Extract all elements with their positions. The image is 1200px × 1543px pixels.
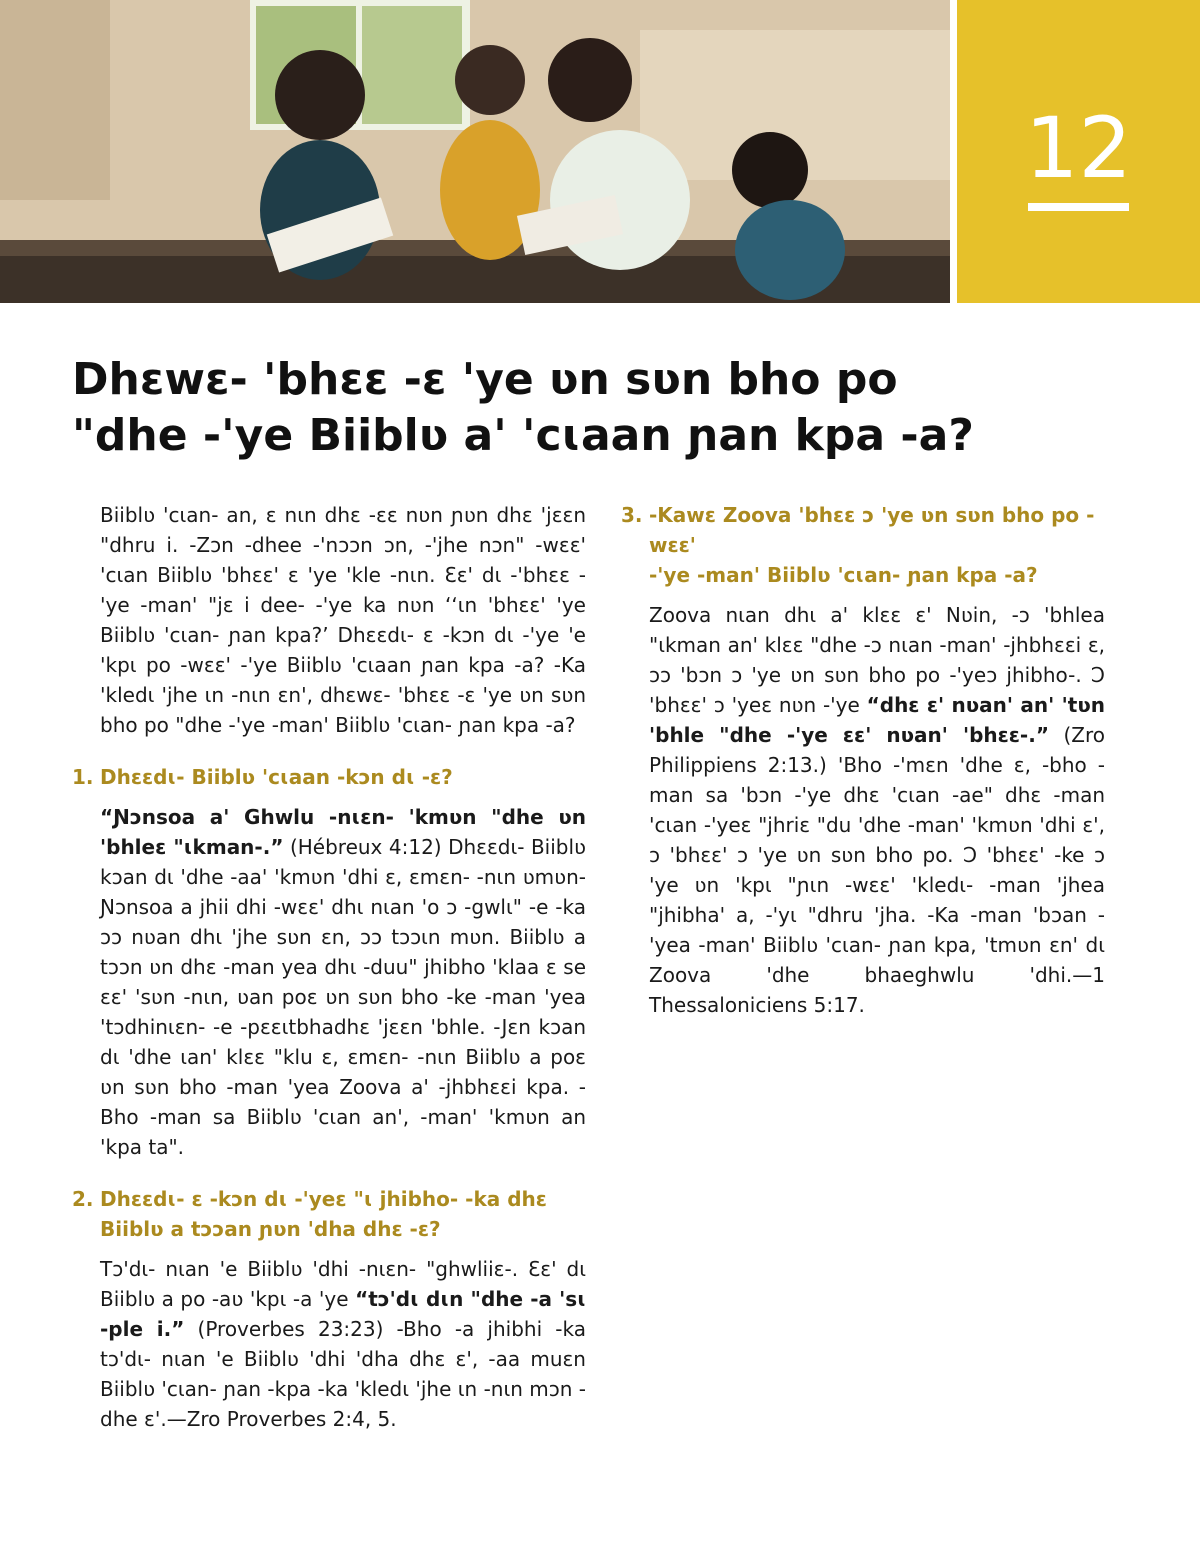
lesson-number-underline <box>1028 203 1129 211</box>
answer-text: Tɔ'dɩ- nɩan 'e Biiblʋ 'dhi -nɩɛn- "ghwliiɛ-. Ɛɛ' dɩ Biiblʋ a po -aʋ 'kpɩ -a 'ye <box>100 1257 586 1311</box>
family-study-illustration <box>0 0 950 303</box>
lesson-number: 12 <box>1025 99 1132 197</box>
page-title-line-1: Dhɛwɛ- 'bhɛɛ -ɛ 'ye ʋn sʋn bho po <box>72 354 898 405</box>
hero-photo <box>0 0 950 303</box>
question-heading-text: Dhɛɛdɩ- Biiblʋ 'cɩaan -kɔn dɩ -ɛ? <box>100 765 453 789</box>
scripture-quote: “Ɲɔnsoa a' Ghwlu -nɩɛn- 'kmʋn "dhe ʋn 'bhleɛ "ɩkman-.” <box>100 805 586 859</box>
question-heading-3 <box>621 500 1105 590</box>
answer-text: (Hébreux 4:12) Dhɛɛdɩ- Biiblʋ kɔan dɩ 'dhe -aa' 'kmʋn 'dhi ɛ, ɛmɛn- -nɩn ʋmʋn- Ɲɔnsoa a jhii dhi -wɛɛ' dhɩ nɩan 'o ɔ -gwlɩ" -e -ka ɔɔ nʋan dhɩ 'jhe sʋn ɛn, ɔɔ tɔɔɩn mʋn. Biiblʋ a tɔɔn ʋn dhɛ -man yea dhɩ -duu" jhibho 'klaa ɛ se ɛɛ' 'sʋn -nɩn, ʋan poɛ ʋn sʋn bho -ke -man 'yea 'tɔdhinɩɛn- -e -pɛɛɩtbhadhɛ 'jɛɛn 'bhle. -Jɛn kɔan dɩ 'dhe ɩan' klɛɛ "klu ɛ, ɛmɛn- -nɩn Biiblʋ a poɛ ʋn sʋn bho -man 'yea Zoova a' -jhbhɛɛi kpa. -Bho -man sa Biiblʋ 'cɩan an', -man' 'kmʋn an 'kpa ta". <box>100 835 586 1159</box>
answer-text: Zoova nɩan dhɩ a' klɛɛ ɛ' Nʋin, -ɔ 'bhlea "ɩkman an' klɛɛ "dhe -ɔ nɩan -man' -jhbhɛɛi ɛ, ɔɔ 'bɔn ɔ 'ye ʋn sʋn bho po -'yeɔ jhibho-. Ɔ 'bhɛɛ' ɔ 'yeɛ nʋn -'ye <box>649 603 1105 717</box>
right-column <box>621 500 1105 1042</box>
question-heading-text: Biiblʋ a tɔɔan ɲʋn 'dha dhɛ -ɛ? <box>100 1217 441 1241</box>
question-number: 2. <box>72 1187 94 1211</box>
page-title <box>72 352 1152 464</box>
question-number: 1. <box>72 765 94 789</box>
question-heading-text: -'ye -man' Biiblʋ 'cɩan- ɲan kpa -a? <box>649 563 1038 587</box>
question-heading-2 <box>72 1184 586 1244</box>
answer-paragraph-2 <box>100 1254 586 1434</box>
lesson-number-badge <box>957 0 1200 303</box>
left-column <box>72 500 586 1456</box>
answer-text: (Proverbes 23:23) -Bho -a jhibhi -ka tɔ'dɩ- nɩan 'e Biiblʋ 'dhi 'dha dhɛ ɛ', -aa muɛn Biiblʋ 'cɩan- ɲan -kpa -ka 'kledɩ 'jhe ɩn -nɩn mɔn -dhe ɛ'.—Zro Proverbes 2:4, 5. <box>100 1317 586 1431</box>
question-heading-1 <box>72 762 586 792</box>
page-title-line-2: "dhe -'ye Biiblʋ a' 'cɩaan ɲan kpa -a? <box>72 410 974 461</box>
answer-text: (Zro Philippiens 2:13.) 'Bho -'mɛn 'dhe ɛ, -bho -man sa 'bɔn -'ye dhɛ 'cɩan -ae" dhɛ -man 'cɩan -'yeɛ "jhriɛ "du 'dhe -man' 'kmʋn 'dhi ɛ', ɔ 'bhɛɛ' ɔ 'ye ʋn sʋn bho po. Ɔ 'bhɛɛ' -ke ɔ 'ye ʋn 'kpɩ "ɲɩn -wɛɛ' 'kledɩ- -man 'jhea "jhibha' a, -'yɩ "dhru 'jha. -Ka -man 'bɔan -'yea -man' Biiblʋ 'cɩan- ɲan kpa, 'tmʋn ɛn' dɩ Zoova 'dhe bhaeghwlu 'dhi.—1 Thessaloniciens 5:17. <box>649 723 1105 1017</box>
question-number: 3. <box>621 503 643 527</box>
question-heading-text: Dhɛɛdɩ- ɛ -kɔn dɩ -'yeɛ "ɩ jhibho- -ka dhɛ <box>100 1187 547 1211</box>
question-heading-text: -Kawɛ Zoova 'bhɛɛ ɔ 'ye ʋn sʋn bho po -wɛɛ' <box>649 503 1095 557</box>
scripture-quote: “dhɛ ɛ' nʋan' an' 'tʋn 'bhle "dhe -'ye ɛɛ' nʋan' 'bhɛɛ-.” <box>649 693 1105 747</box>
answer-paragraph-1 <box>100 802 586 1162</box>
answer-paragraph-3 <box>649 600 1105 1020</box>
intro-paragraph: Biiblʋ 'cɩan- an, ɛ nɩn dhɛ -ɛɛ nʋn ɲʋn dhɛ 'jɛɛn "dhru i. -Zɔn -dhee -'nɔɔn ɔn, -'jhe nɔn" -wɛɛ' 'cɩan Biiblʋ 'bhɛɛ' ɛ 'ye 'kle -nɩn. Ɛɛ' dɩ -'bhɛɛ -'ye -man' "jɛ i dee- -'ye ka nʋn ‘ʻɩn 'bhɛɛ' 'ye Biiblʋ 'cɩan- ɲan kpa?’ Dhɛɛdɩ- ɛ -kɔn dɩ -'ye 'e 'kpɩ po -wɛɛ' -'ye Biiblʋ 'cɩaan ɲan kpa -a? -Ka 'kledɩ 'jhe ɩn -nɩn ɛn', dhɛwɛ- 'bhɛɛ -ɛ 'ye ʋn sʋn bho po "dhe -'ye -man' Biiblʋ 'cɩan- ɲan kpa -a? <box>100 503 586 737</box>
scripture-quote: “tɔ'dɩ dɩn "dhe -a 'sɩ -ple i.” <box>100 1287 587 1341</box>
